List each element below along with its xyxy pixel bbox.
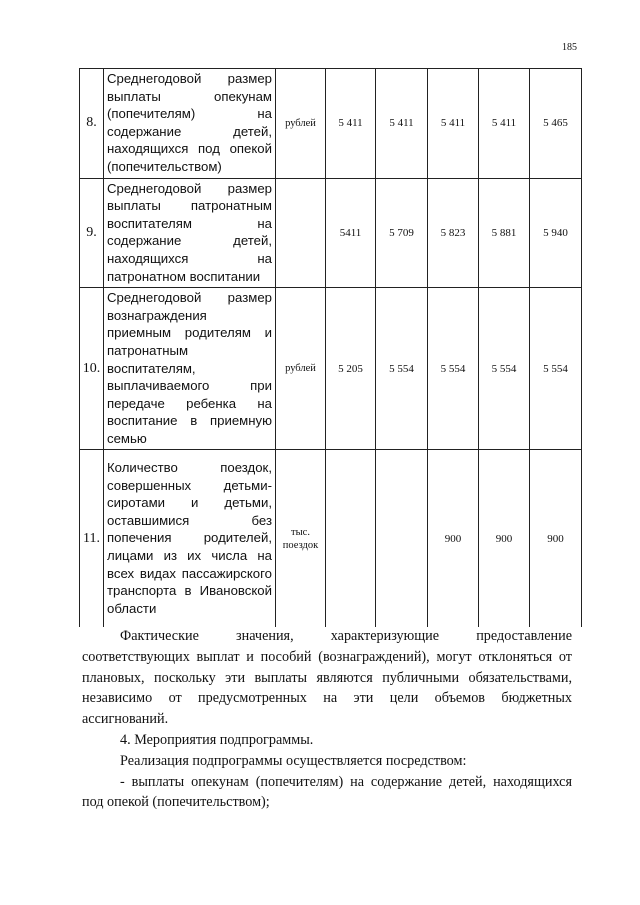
value-cell: 5 411 <box>376 69 428 179</box>
row-number: 10. <box>80 288 104 450</box>
value-cell <box>326 450 376 627</box>
value-cell: 5 881 <box>479 178 530 288</box>
value-cell: 5 411 <box>326 69 376 179</box>
unit-cell <box>276 178 326 288</box>
value-cell: 5 465 <box>530 69 582 179</box>
row-number: 11. <box>80 450 104 627</box>
list-item: - выплаты опекунам (попечителям) на содержание детей, находящихся под опекой (попечительством); <box>82 773 572 811</box>
body-text <box>82 626 572 813</box>
value-cell: 5 554 <box>530 288 582 450</box>
indicator-name: Среднегодовой размер выплаты опекунам (попечителям) на содержание детей, находящихся под опекой (попечительством) <box>104 69 276 179</box>
table-row <box>80 288 582 450</box>
paragraph: Фактические значения, характеризующие предоставление соответствующих выплат и пособий (вознаграждений), могут отклоняться от плановых, поскольку эти выплаты являются публичными обязательствами, независимо от предусмотренных на эти цели объемов бюджетных ассигнований. <box>82 628 572 728</box>
value-cell: 900 <box>428 450 479 627</box>
table-row <box>80 178 582 288</box>
value-cell: 900 <box>479 450 530 627</box>
value-cell: 5 411 <box>479 69 530 179</box>
unit-cell: рублей <box>276 69 326 179</box>
page-number: 185 <box>562 42 577 53</box>
indicators-table <box>79 68 582 627</box>
value-cell: 5 411 <box>428 69 479 179</box>
value-cell: 5 554 <box>479 288 530 450</box>
value-cell: 5 205 <box>326 288 376 450</box>
indicator-name: Среднегодовой размер выплаты патронатным воспитателям на содержание детей, находящихся на патронатном воспитании <box>104 178 276 288</box>
value-cell: 5411 <box>326 178 376 288</box>
indicator-name: Среднегодовой размер вознаграждения приемным родителям и патронатным воспитателям, выплачиваемого при передаче ребенка на воспитание в приемную семью <box>104 288 276 450</box>
unit-cell: рублей <box>276 288 326 450</box>
unit-cell: тыс. поездок <box>276 450 326 627</box>
paragraph: Реализация подпрограммы осуществляется посредством: <box>120 752 467 769</box>
row-number: 8. <box>80 69 104 179</box>
value-cell: 5 709 <box>376 178 428 288</box>
value-cell: 5 823 <box>428 178 479 288</box>
value-cell: 5 940 <box>530 178 582 288</box>
value-cell: 900 <box>530 450 582 627</box>
table-row <box>80 450 582 627</box>
row-number: 9. <box>80 178 104 288</box>
value-cell <box>376 450 428 627</box>
value-cell: 5 554 <box>428 288 479 450</box>
table-row <box>80 69 582 179</box>
value-cell: 5 554 <box>376 288 428 450</box>
indicator-name: Количество поездок, совершенных детьми-сиротами и детьми, оставшимися без попечения родителей, лицами из их числа на всех видах пассажирского транспорта в Ивановской области <box>104 450 276 627</box>
section-heading: 4. Мероприятия подпрограммы. <box>120 731 314 748</box>
